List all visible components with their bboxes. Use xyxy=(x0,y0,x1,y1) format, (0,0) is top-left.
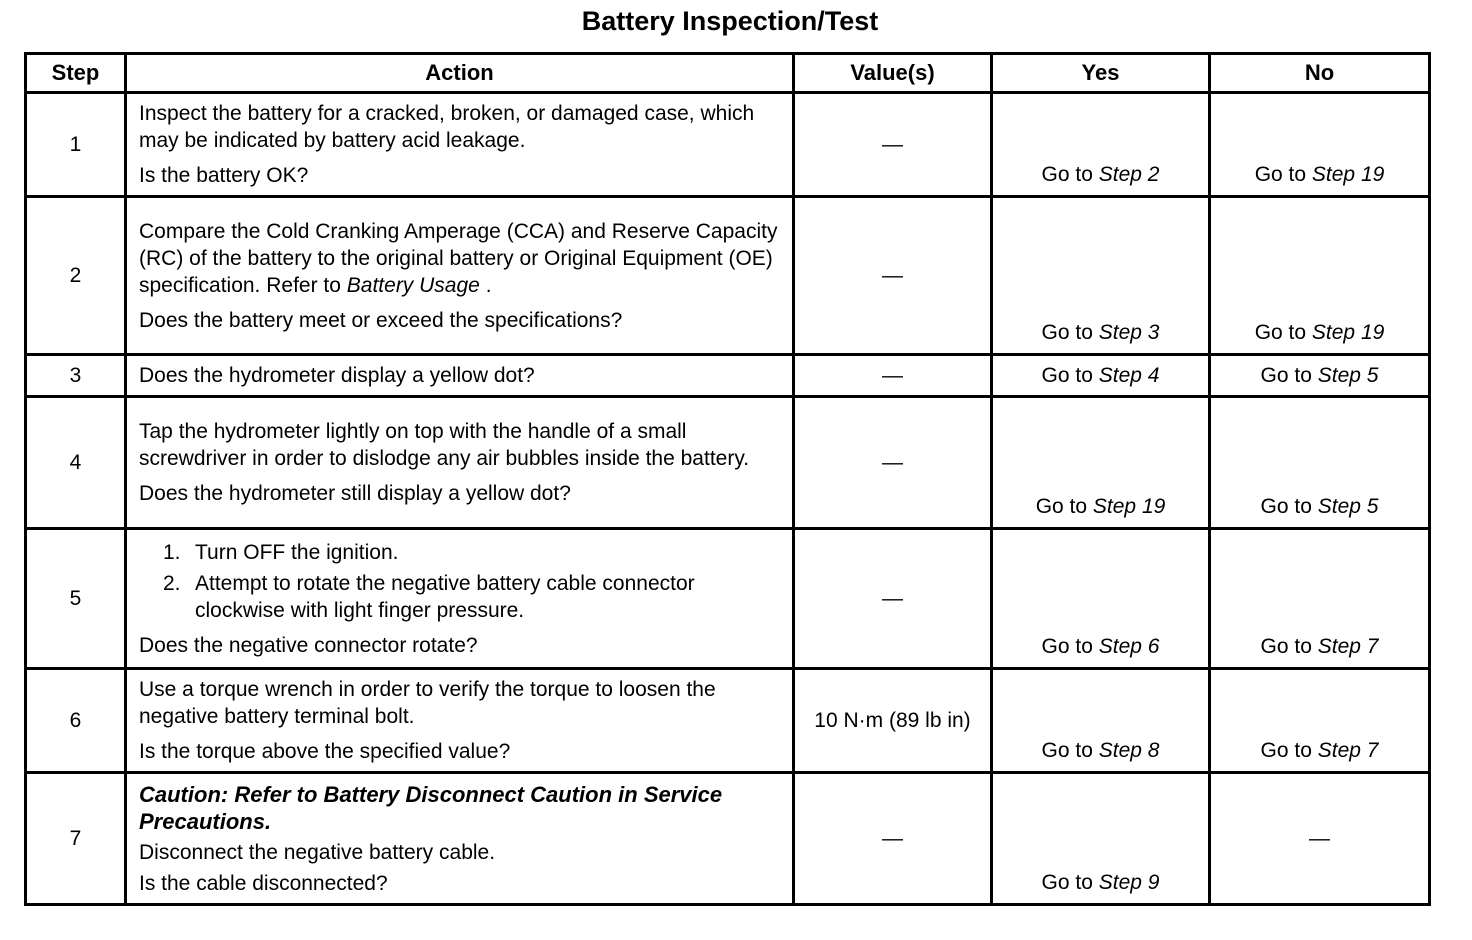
yes-step-link[interactable]: Step 4 xyxy=(1098,363,1160,387)
action-text: Tap the hydrometer lightly on top with the handle of a small screwdriver in order to dislodge any air bubbles inside the battery. xyxy=(139,420,750,470)
header-no: No xyxy=(1210,54,1430,93)
table-row xyxy=(26,773,1430,905)
action-cell xyxy=(126,529,794,669)
yes-step-link[interactable]: Step 3 xyxy=(1098,321,1160,344)
battery-usage-link[interactable]: Battery Usage xyxy=(346,273,480,297)
goto-label: Go to xyxy=(1260,635,1312,658)
action-text: Use a torque wrench in order to verify the torque to loosen the negative battery terminal bolt. xyxy=(139,678,716,728)
table-row xyxy=(26,197,1430,355)
step-number: 7 xyxy=(26,773,126,905)
no-step-link[interactable]: Step 19 xyxy=(1311,321,1385,344)
step-number: 2 xyxy=(26,197,126,355)
action-cell xyxy=(126,355,794,397)
page-title: Battery Inspection/Test xyxy=(581,6,879,36)
table-row xyxy=(26,397,1430,529)
no-cell xyxy=(1210,93,1430,197)
no-step-link[interactable]: Step 7 xyxy=(1317,635,1379,658)
goto-label: Go to xyxy=(1041,163,1093,186)
step-number: 4 xyxy=(26,397,126,529)
header-yes: Yes xyxy=(992,54,1210,93)
goto-label: Go to xyxy=(1041,321,1093,344)
action-question: Does the hydrometer display a yellow dot? xyxy=(139,364,535,387)
no-cell xyxy=(1210,397,1430,529)
header-action: Action xyxy=(126,54,794,93)
action-question: Is the cable disconnected? xyxy=(139,871,388,895)
goto-label: Go to xyxy=(1254,163,1307,186)
action-question: Does the hydrometer still display a yellow dot? xyxy=(139,482,571,505)
no-step-link[interactable]: Step 7 xyxy=(1317,739,1379,762)
action-question: Is the battery OK? xyxy=(139,164,309,187)
table-row xyxy=(26,355,1430,397)
battery-inspection-table xyxy=(24,52,1431,906)
goto-label: Go to xyxy=(1041,871,1093,894)
value-cell: — xyxy=(794,773,992,905)
yes-cell xyxy=(992,93,1210,197)
header-row xyxy=(26,54,1430,93)
list-item: 1. Turn OFF the ignition. xyxy=(163,540,399,564)
table-row xyxy=(26,529,1430,669)
no-step-link[interactable]: Step 5 xyxy=(1317,495,1379,518)
no-cell xyxy=(1210,197,1430,355)
step-number: 1 xyxy=(26,93,126,197)
no-cell: — xyxy=(1210,773,1430,905)
action-question: Does the negative connector rotate? xyxy=(139,633,478,657)
value-cell: 10 N·m (89 lb in) xyxy=(794,669,992,773)
action-text: Inspect the battery for a cracked, broken, or damaged case, which may be indicated by battery acid leakage. xyxy=(139,102,755,152)
yes-step-link[interactable]: Step 19 xyxy=(1092,495,1166,518)
no-cell xyxy=(1210,529,1430,669)
goto-label: Go to xyxy=(1035,495,1088,518)
step-number: 5 xyxy=(26,529,126,669)
yes-step-link[interactable]: Step 9 xyxy=(1098,871,1160,894)
yes-cell xyxy=(992,773,1210,905)
header-values: Value(s) xyxy=(794,54,992,93)
yes-cell xyxy=(992,197,1210,355)
step-number: 3 xyxy=(26,355,126,397)
no-step-link[interactable]: Step 19 xyxy=(1311,163,1385,186)
action-cell xyxy=(126,93,794,197)
action-text: Compare the Cold Cranking Amperage (CCA) and Reserve Capacity (RC) of the battery to the original battery or Original Equipment (OE) specification. Refer to Battery Usage . xyxy=(139,219,778,297)
yes-step-link[interactable]: Step 2 xyxy=(1098,163,1160,186)
action-text: Disconnect the negative battery cable. xyxy=(139,840,496,864)
action-question: Is the torque above the specified value? xyxy=(139,740,511,763)
value-cell: — xyxy=(794,93,992,197)
yes-cell xyxy=(992,355,1210,397)
caution-note: Caution: Refer to Battery Disconnect Caution in Service Precautions. xyxy=(139,781,723,834)
action-cell xyxy=(126,197,794,355)
table-row xyxy=(26,93,1430,197)
list-item: 2. Attempt to rotate the negative battery cable connector clockwise with light finger pressure. xyxy=(163,571,695,622)
yes-cell xyxy=(992,669,1210,773)
yes-step-link[interactable]: Step 6 xyxy=(1098,635,1160,658)
step-number: 6 xyxy=(26,669,126,773)
value-cell: — xyxy=(794,397,992,529)
value-cell: — xyxy=(794,197,992,355)
no-cell xyxy=(1210,355,1430,397)
action-cell xyxy=(126,397,794,529)
goto-label: Go to xyxy=(1041,635,1093,658)
no-cell xyxy=(1210,669,1430,773)
action-cell xyxy=(126,773,794,905)
value-cell: — xyxy=(794,529,992,669)
header-step: Step xyxy=(26,54,126,93)
goto-label: Go to xyxy=(1260,739,1312,762)
goto-label: Go to xyxy=(1041,363,1093,387)
goto-label: Go to xyxy=(1260,363,1312,387)
yes-cell xyxy=(992,397,1210,529)
action-cell xyxy=(126,669,794,773)
goto-label: Go to xyxy=(1260,495,1312,518)
action-question: Does the battery meet or exceed the specifications? xyxy=(139,308,623,332)
value-cell: — xyxy=(794,355,992,397)
goto-label: Go to xyxy=(1254,321,1307,344)
no-step-link[interactable]: Step 5 xyxy=(1317,363,1379,387)
table-row xyxy=(26,669,1430,773)
yes-step-link[interactable]: Step 8 xyxy=(1098,739,1160,762)
goto-label: Go to xyxy=(1041,739,1093,762)
yes-cell xyxy=(992,529,1210,669)
